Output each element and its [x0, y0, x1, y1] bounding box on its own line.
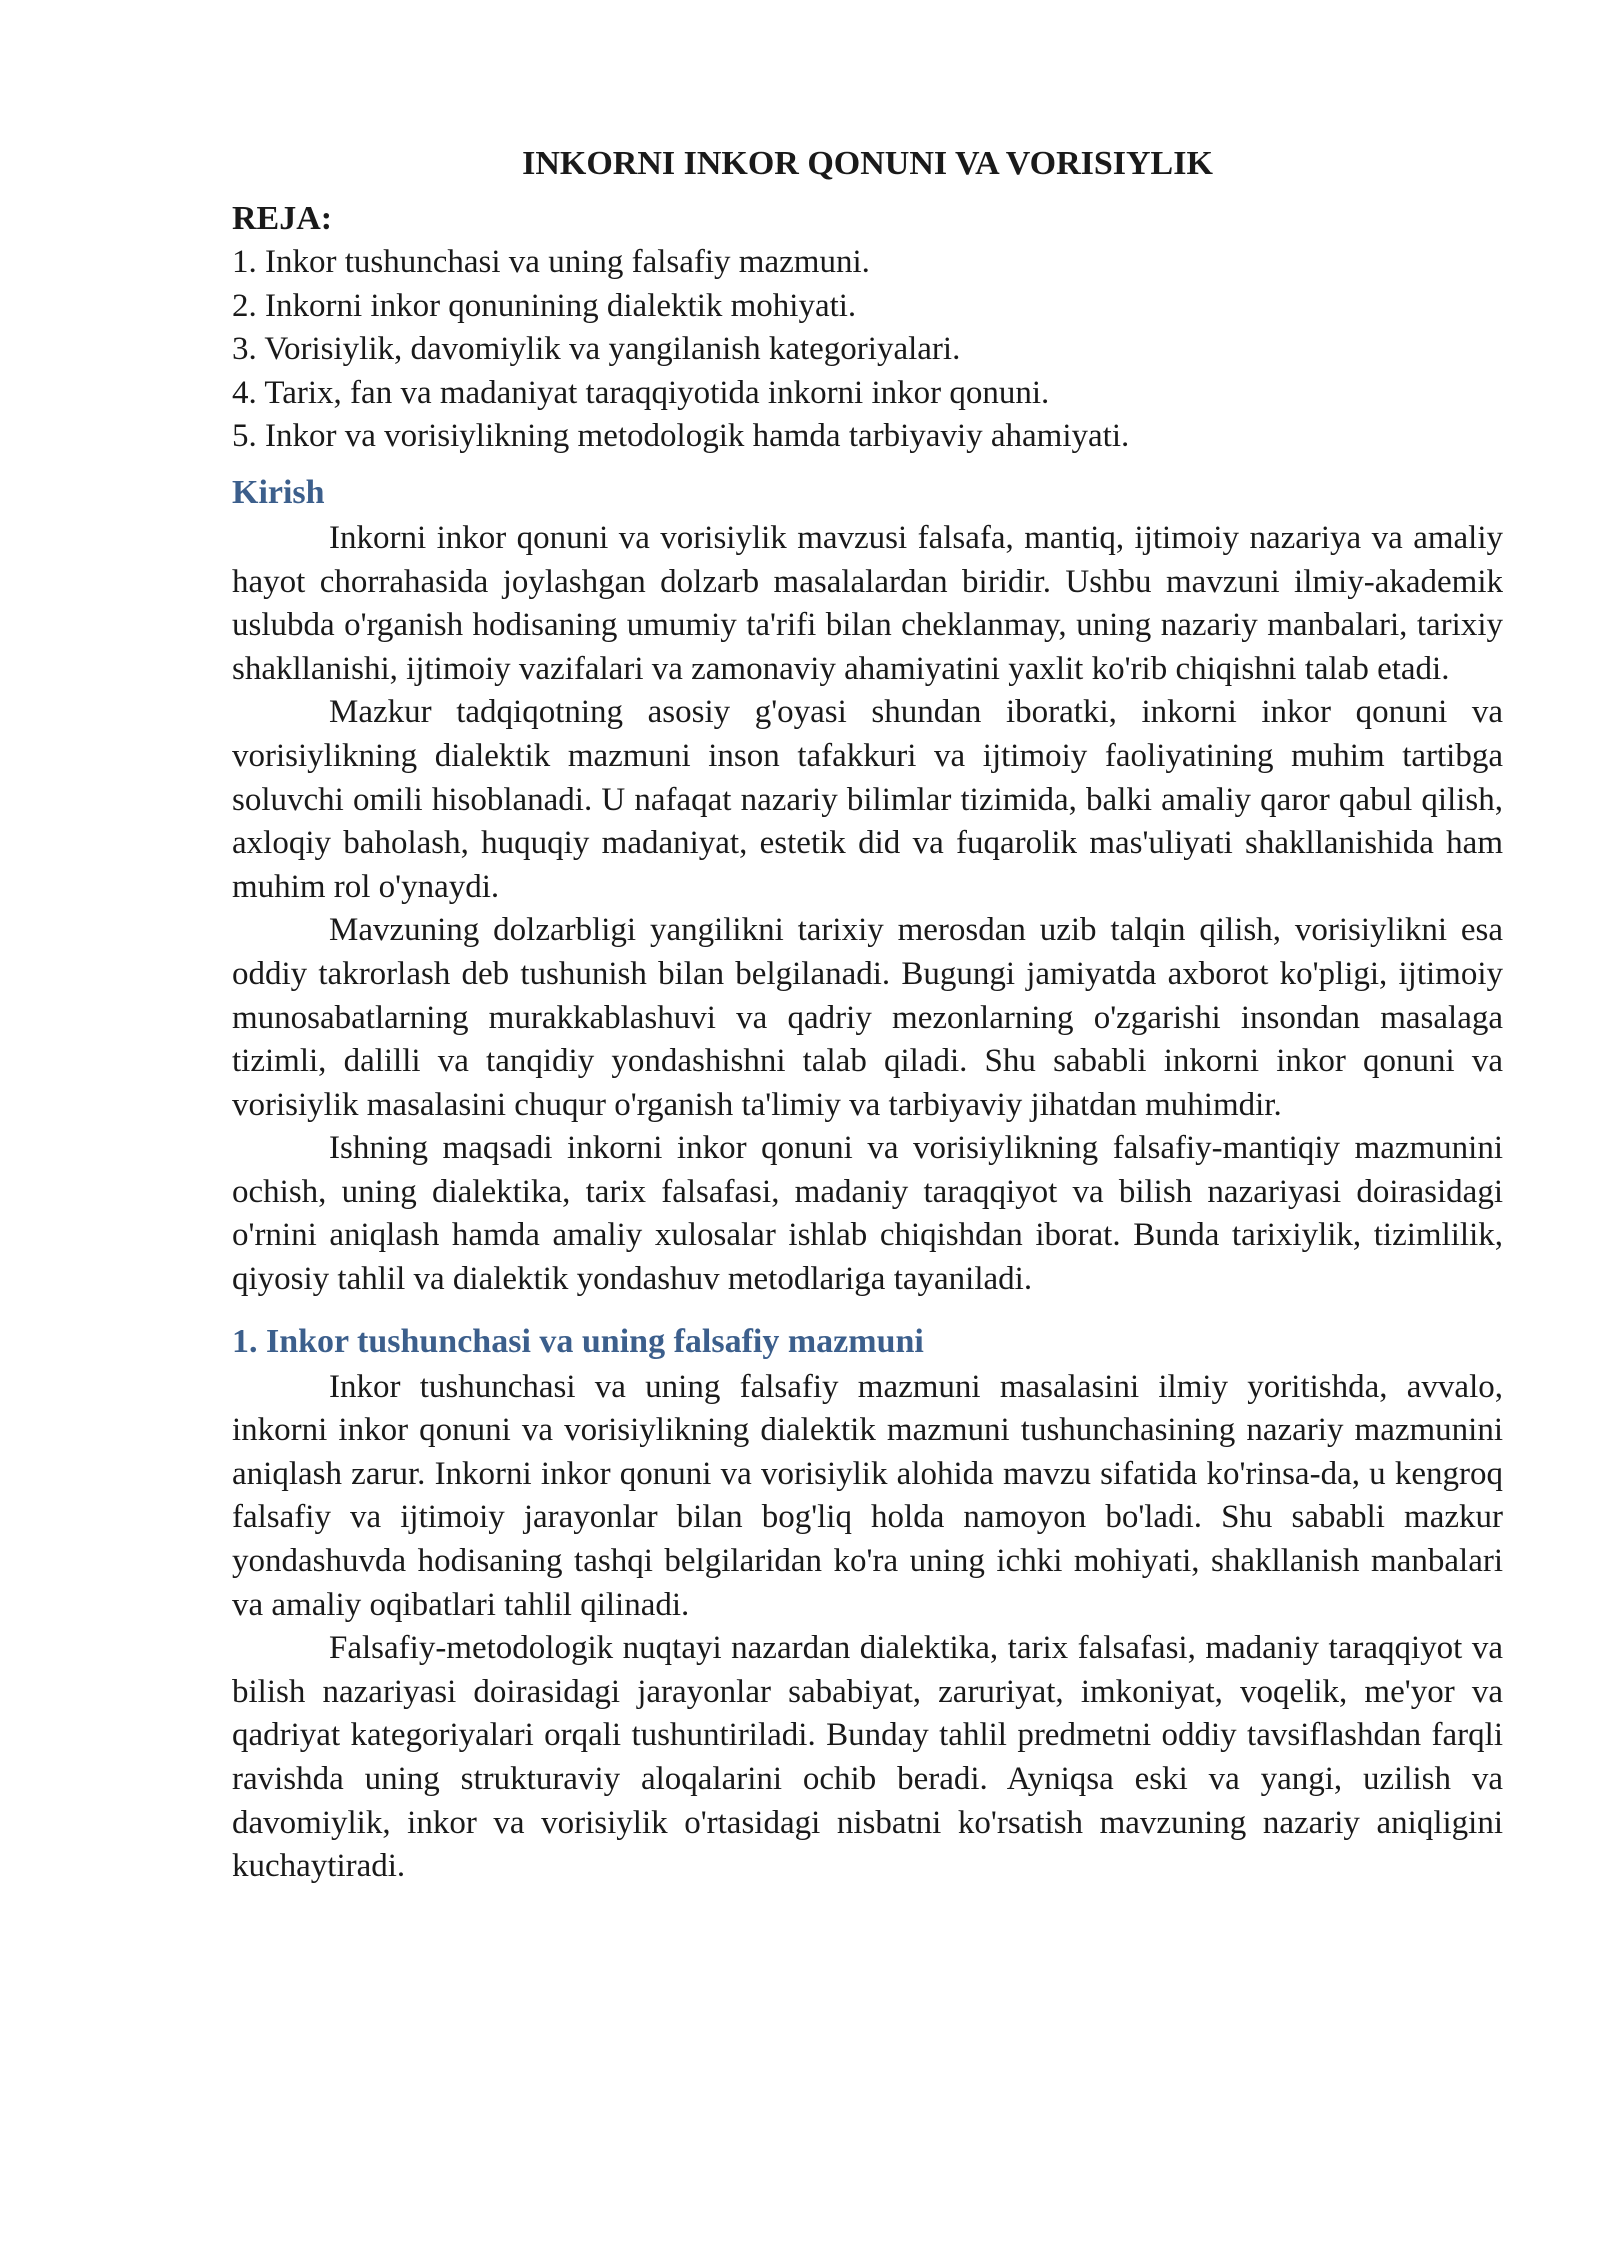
plan-item: 3. Vorisiylik, davomiylik va yangilanish kategoriyalari.: [232, 331, 961, 368]
plan-item: 2. Inkorni inkor qonunining dialektik mohiyati.: [232, 287, 857, 324]
intro-paragraph: Mazkur tadqiqotning asosiy g'oyasi shundan iboratki, inkorni inkor qonuni va vorisiylikning dialektik mazmuni inson tafakkuri va ijtimoiy faoliyatining muhim tartibga soluvchi omili hisoblanadi. U nafaqat nazariy bilimlar tizimida, balki amaliy qaror qabul qilish, axloqiy baholash, huquqiy madaniyat, estetik did va fuqarolik mas'uliyati shakllanishida ham muhim rol o'ynaydi.: [232, 694, 1503, 905]
intro-paragraph: Inkorni inkor qonuni va vorisiylik mavzusi falsafa, mantiq, ijtimoiy nazariya va amaliy hayot chorrahasida joylashgan dolzarb masalalardan biridir. Ushbu mavzuni ilmiy-akademik uslubda o'rganish hodisaning umumiy ta'rifi bilan cheklanmay, uning nazariy manbalari, tarixiy shakllanishi, ijtimoiy vazifalari va zamonaviy ahamiyatini yaxlit ko'rib chiqishni talab etadi.: [232, 519, 1503, 687]
intro-heading: Kirish: [232, 473, 325, 511]
plan-heading: REJA:: [232, 200, 333, 237]
plan-list: [232, 241, 1503, 459]
section-1-paragraph: Falsafiy-metodologik nuqtayi nazardan dialektika, tarix falsafasi, madaniy taraqqiyot va bilish nazariyasi doirasidagi jarayonlar sababiyat, zaruriyat, imkoniyat, voqelik, me'yor va qadriyat kategoriyalari orqali tushuntiriladi. Bunday tahlil predmetni oddiy tavsiflashdan farqli ravishda uning strukturaviy aloqalarini ochib beradi. Ayniqsa eski va yangi, uzilish va davomiylik, inkor va vorisiylik o'rtasidagi nisbatni ko'rsatish mavzuning nazariy aniqligini kuchaytiradi.: [232, 1630, 1503, 1885]
document-page: [232, 142, 1503, 1889]
document-title: INKORNI INKOR QONUNI VA VORISIYLIK: [522, 145, 1213, 182]
intro-paragraph: Mavzuning dolzarbligi yangilikni tarixiy merosdan uzib talqin qilish, vorisiylikni esa oddiy takrorlash deb tushunish bilan belgilanadi. Bugungi jamiyatda axborot ko'pligi, ijtimoiy munosabatlarning murakkablashuvi va qadriy mezonlarning o'zgarishi insondan masalaga tizimli, dalilli va tanqidiy yondashishni talab qiladi. Shu sababli inkorni inkor qonuni va vorisiylik masalasini chuqur o'rganish ta'limiy va tarbiyaviy jihatdan muhimdir.: [232, 912, 1503, 1123]
plan-item: 1. Inkor tushunchasi va uning falsafiy mazmuni.: [232, 244, 870, 280]
plan-item: 4. Tarix, fan va madaniyat taraqqiyotida inkorni inkor qonuni.: [232, 374, 1050, 411]
intro-paragraph: Ishning maqsadi inkorni inkor qonuni va vorisiylikning falsafiy-mantiqiy mazmunini ochish, uning dialektika, tarix falsafasi, madaniy taraqqiyot va bilish nazariyasi doirasidagi o'rnini aniqlash hamda amaliy xulosalar ishlab chiqishdan iborat. Bunda tarixiylik, tizimlilik, qiyosiy tahlil va dialektik yondashuv metodlariga tayaniladi.: [232, 1130, 1503, 1298]
section-1-paragraph: Inkor tushunchasi va uning falsafiy mazmuni masalasini ilmiy yoritishda, avvalo, inkorni inkor qonuni va vorisiylikning dialektik mazmuni tushunchasining nazariy mazmunini aniqlash zarur. Inkorni inkor qonuni va vorisiylik alohida mavzu sifatida ko'rinsa-da, u kengroq falsafiy va ijtimoiy jarayonlar bilan bog'liq holda namoyon bo'ladi. Shu sababli mazkur yondashuvda hodisaning tashqi belgilaridan ko'ra uning ichki mohiyati, shakllanish manbalari va amaliy oqibatlari tahlil qilinadi.: [232, 1368, 1503, 1623]
section-1-heading: 1. Inkor tushunchasi va uning falsafiy mazmuni: [232, 1322, 924, 1360]
plan-item: 5. Inkor va vorisiylikning metodologik hamda tarbiyaviy ahamiyati.: [232, 418, 1130, 455]
